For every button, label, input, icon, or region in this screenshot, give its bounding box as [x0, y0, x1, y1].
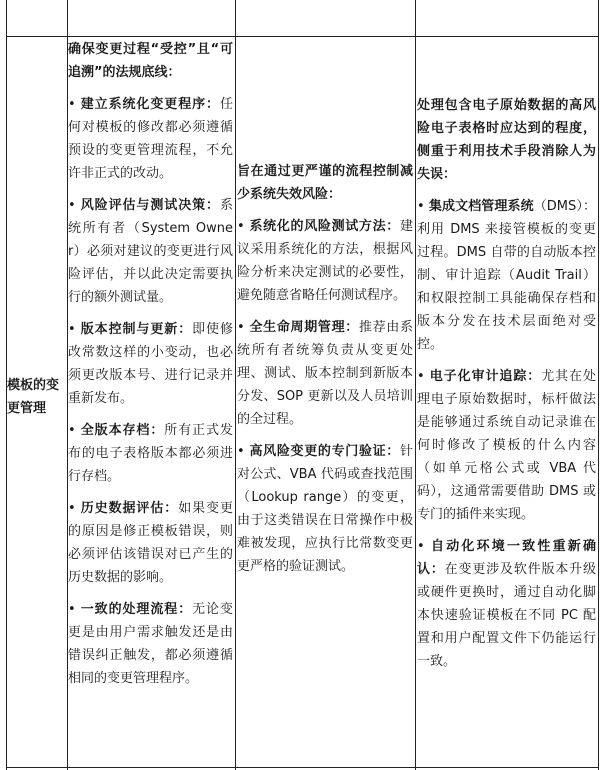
list-item: • 全生命周期管理：推荐由系统所有者统筹负责从变更处理、测试、版本控制到新版本分发、SOP 更新以及人员培训的全过程。 — [237, 320, 413, 427]
item-text: 无论变更是由用户需求触发还是由错误纠正触发，都必须遵循相同的变更管理程序。 — [68, 602, 233, 686]
item-title: 风险评估与测试决策： — [80, 198, 220, 213]
list-item: • 高风险变更的专门验证：针对公式、VBA 代码或查找范围（Lookup range）的变更，由于这类错误在日常操作中极难被发现，应执行比常数变更更严格的验证测试。 — [237, 444, 413, 574]
column-divider — [235, 0, 236, 770]
list-item: • 系统化的风险测试方法：建议采用系统化的方法，根据风险分析来决定测试的必要性，避免随意省略任何测试程序。 — [237, 219, 413, 303]
item-title: 高风险变更的专门验证： — [249, 444, 400, 459]
item-title: 全生命周期管理： — [249, 320, 359, 335]
column-process-control — [237, 160, 413, 587]
item-text: 系统所有者（System Owner）必须对建议的变更进行风险评估，并以此决定需要执行的额外测试量。 — [68, 198, 233, 305]
column-regulatory-baseline — [68, 38, 233, 699]
column-divider — [598, 0, 599, 770]
item-text: 如果变更的原因是修正模板错误，则必须评估该错误对已产生的历史数据的影响。 — [68, 501, 233, 585]
item-text: 所有正式发布的电子表格版本都必须进行存档。 — [68, 423, 233, 484]
item-text: 在变更涉及软件版本升级或硬件更换时，通过自动化脚本快速验证模板在不同 PC 配置和用户配置文件下仍能运行一致。 — [417, 562, 596, 669]
item-text: 针对公式、VBA 代码或查找范围（Lookup range）的变更，由于这类错误在日常操作中极难被发现，应执行比常数变更更严格的验证测试。 — [237, 444, 413, 574]
item-title: 电子化审计追踪： — [429, 369, 542, 384]
item-title: 一致的处理流程： — [80, 602, 193, 617]
list-item: • 历史数据评估：如果变更的原因是修正模板错误，则必须评估该错误对已产生的历史数据的影响。 — [68, 501, 233, 585]
column-technical-controls — [417, 94, 596, 682]
column-intro: 旨在通过更严谨的流程控制减少系统失效风险： — [237, 164, 413, 202]
item-title: 系统化的风险测试方法： — [249, 219, 400, 234]
column-intro: 处理包含电子原始数据的高风险电子表格时应达到的程度，侧重于利用技术手段消除人为失误： — [417, 98, 596, 182]
list-item: • 全版本存档：所有正式发布的电子表格版本都必须进行存档。 — [68, 423, 233, 484]
change-management-table — [6, 0, 599, 770]
item-text: 推荐由系统所有者统筹负责从变更处理、测试、版本控制到新版本分发、SOP 更新以及人员培训的全过程。 — [237, 320, 413, 427]
list-item: • 风险评估与测试决策：系统所有者（System Owner）必须对建议的变更进行风险评估，并以此决定需要执行的额外测试量。 — [68, 198, 233, 305]
list-item: • 集成文档管理系统（DMS）：利用 DMS 来接管模板的变更过程。DMS 自带的自动版本控制、审计追踪（Audit Trail）和权限控制工具能确保存档和版本分发在技术层面绝对受控。 — [417, 199, 596, 352]
column-intro: 确保变更过程“受控”且“可追溯”的法规底线： — [68, 42, 233, 80]
row-label: 模板的变更管理 — [7, 378, 60, 416]
item-title: 集成文档管理系统 — [428, 199, 534, 214]
list-item: • 电子化审计追踪：尤其在处理电子原始数据时，标杆做法是能够通过系统自动记录谁在何时修改了模板的什么内容（如单元格公式或 VBA 代码），这通常需要借助 DMS 或专门的插件来实现。 — [417, 369, 596, 522]
row-divider — [6, 767, 599, 768]
item-text: 建议采用系统化的方法，根据风险分析来决定测试的必要性，避免随意省略任何测试程序。 — [237, 219, 413, 303]
item-text: 尤其在处理电子原始数据时，标杆做法是能够通过系统自动记录谁在何时修改了模板的什么内容（如单元格公式或 VBA 代码），这通常需要借助 DMS 或专门的插件来实现。 — [417, 369, 596, 522]
item-title: 建立系统化变更程序： — [80, 97, 220, 112]
item-text: （DMS）：利用 DMS 来接管模板的变更过程。DMS 自带的自动版本控制、审计追踪（Audit Trail）和权限控制工具能确保存档和版本分发在技术层面绝对受控。 — [417, 199, 596, 352]
item-text: 即使修改常数这样的小变动，也必须更改版本号、进行记录并重新发布。 — [68, 322, 233, 406]
column-divider — [415, 0, 416, 770]
item-title: 版本控制与更新： — [80, 322, 193, 337]
item-title: 自动化环境一致性重新确认： — [417, 539, 596, 577]
list-item: • 自动化环境一致性重新确认：在变更涉及软件版本升级或硬件更换时，通过自动化脚本快速验证模板在不同 PC 配置和用户配置文件下仍能运行一致。 — [417, 539, 596, 669]
item-title: 历史数据评估： — [80, 501, 179, 516]
item-text: 任何对模板的修改都必须遵循预设的变更管理流程，不允许非正式的改动。 — [68, 97, 233, 181]
list-item: • 建立系统化变更程序：任何对模板的修改都必须遵循预设的变更管理流程，不允许非正式的改动。 — [68, 97, 233, 181]
row-divider — [6, 36, 599, 37]
list-item: • 一致的处理流程：无论变更是由用户需求触发还是由错误纠正触发，都必须遵循相同的变更管理程序。 — [68, 602, 233, 686]
list-item: • 版本控制与更新：即使修改常数这样的小变动，也必须更改版本号、进行记录并重新发布。 — [68, 322, 233, 406]
item-title: 全版本存档： — [80, 423, 165, 438]
